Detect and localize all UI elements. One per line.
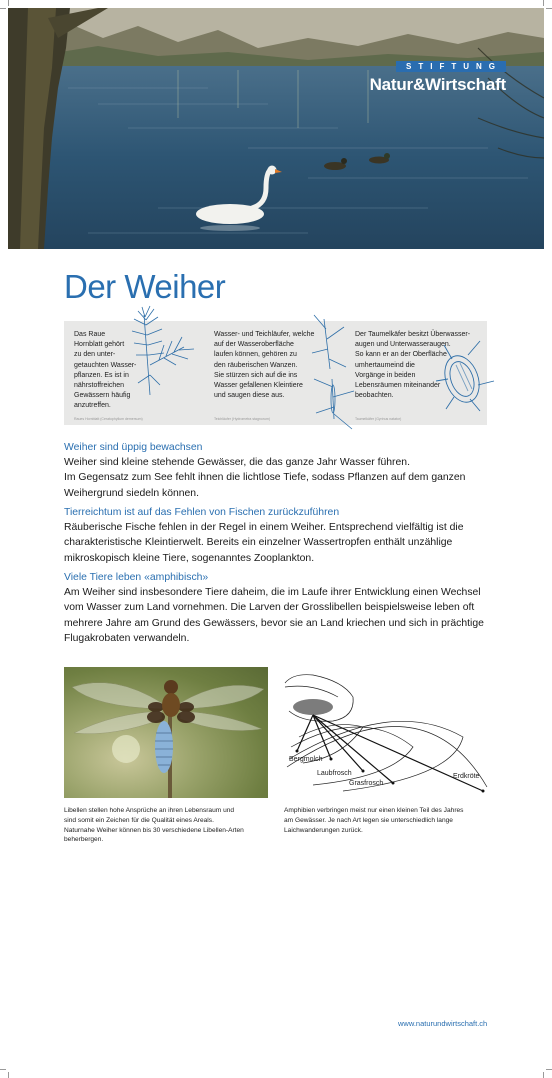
brand-logo — [370, 56, 506, 95]
section-heading: Viele Tiere leben «amphibisch» — [64, 572, 209, 583]
hero-pond-photo — [8, 8, 544, 249]
brand-label-top: STIFTUNG — [396, 61, 506, 72]
dragonfly-photo — [64, 667, 268, 798]
crop-mark — [543, 1072, 544, 1078]
water-strider-drawing — [294, 309, 364, 439]
crop-mark — [546, 1069, 552, 1070]
strip-col2-caption: Teichläufer (Hydrometra stagnorum) — [214, 417, 271, 421]
pond-scene-illustration — [8, 8, 544, 249]
dragonfly-caption: Libellen stellen hohe Ansprüche an ihren Lebensraum und sind somit ein Zeichen für die Qualität eines Areals. Naturnahe Weiher können bis 30 verschiedene Libellen-Arten beherbergen. — [64, 807, 244, 844]
strip-col1-caption: Raues Hornblatt (Ceratophyllum demersum) — [74, 417, 143, 421]
whirligig-beetle-drawing — [434, 335, 498, 415]
label-laubfrosch: Laubfrosch — [317, 770, 352, 777]
strip-col3-text: Der Taumelkäfer besitzt Überwasser- augen und Unterwasseraugen. So kann er an der Oberfläche umhertaumeind die Vorgänge in beiden Lebensräumen miteinander beobachten. — [355, 331, 471, 400]
crop-mark — [0, 1069, 6, 1070]
page-title: Der Weiher — [64, 268, 226, 305]
amphibian-migration-diagram — [283, 667, 493, 798]
footer-website-link[interactable]: www.naturundwirtschaft.ch — [398, 1019, 488, 1028]
crop-mark — [543, 0, 544, 6]
info-strip — [64, 321, 487, 425]
amphibian-caption: Amphibien verbringen meist nur einen kleinen Teil des Jahres am Gewässer. Je nach Art legen sie unterschiedlich lange Laichwanderungen zurück. — [284, 807, 464, 834]
brand-name: Natur&Wirtschaft — [369, 75, 506, 94]
section-body: Am Weiher sind insbesondere Tiere daheim, die im Laufe ihrer Entwicklung einen Wechsel vom Wasser zum Land vornehmen. Die Larven der Grosslibellen beispielsweise leben oft mehrere Jahre am Grund des Gewässers, bevor sie an Land kriechen und sich in prächtige Flugakrobaten verwandeln. — [64, 587, 484, 645]
crop-mark — [546, 8, 552, 9]
strip-col2-text: Wasser- und Teichläufer, welche auf der Wasseroberfläche laufen können, gehören zu den räuberischen Wanzen. Sie stürzen sich auf die ins Wasser gefallenen Kleintiere und saugen diese aus. — [214, 331, 315, 400]
label-grasfrosch: Grasfrosch — [349, 780, 384, 787]
crop-mark — [0, 8, 6, 9]
section-heading: Tierreichtum ist auf das Fehlen von Fischen zurückzuführen — [64, 507, 340, 518]
hornwort-drawing — [124, 305, 204, 395]
label-bergmolch: Bergmolch — [289, 756, 323, 763]
section-body: Weiher sind kleine stehende Gewässer, die das ganze Jahr Wasser führen. Im Gegensatz zum See fehlt ihnen die lichtlose Tiefe, sodass Pflanzen auf dem ganzen Weihergrund siedeln können. — [64, 457, 466, 499]
crop-mark — [8, 0, 9, 6]
strip-col1-text: Das Raue Hornblatt gehört zu den unter- getauchten Wasser- pflanzen. Es ist in nährstoffreichen Gewässern häufig anzutreffen. — [74, 331, 137, 410]
dragonfly-illustration — [64, 667, 268, 798]
label-erdkroete: Erdkröte — [453, 773, 480, 780]
strip-col3-caption: Taumelkäfer (Gyrinus natator) — [355, 417, 402, 421]
section-body: Räuberische Fische fehlen in der Regel in einem Weiher. Entsprechend vielfältig ist die charakteristische Kleintierwelt. Bereits ein einzelner Wassertropfen enthält unzählige mikroskopisch kleine Tiere, sogenanntes Zooplankton. — [64, 522, 464, 564]
crop-mark — [8, 1072, 9, 1078]
section-heading: Weiher sind üppig bewachsen — [64, 442, 203, 453]
